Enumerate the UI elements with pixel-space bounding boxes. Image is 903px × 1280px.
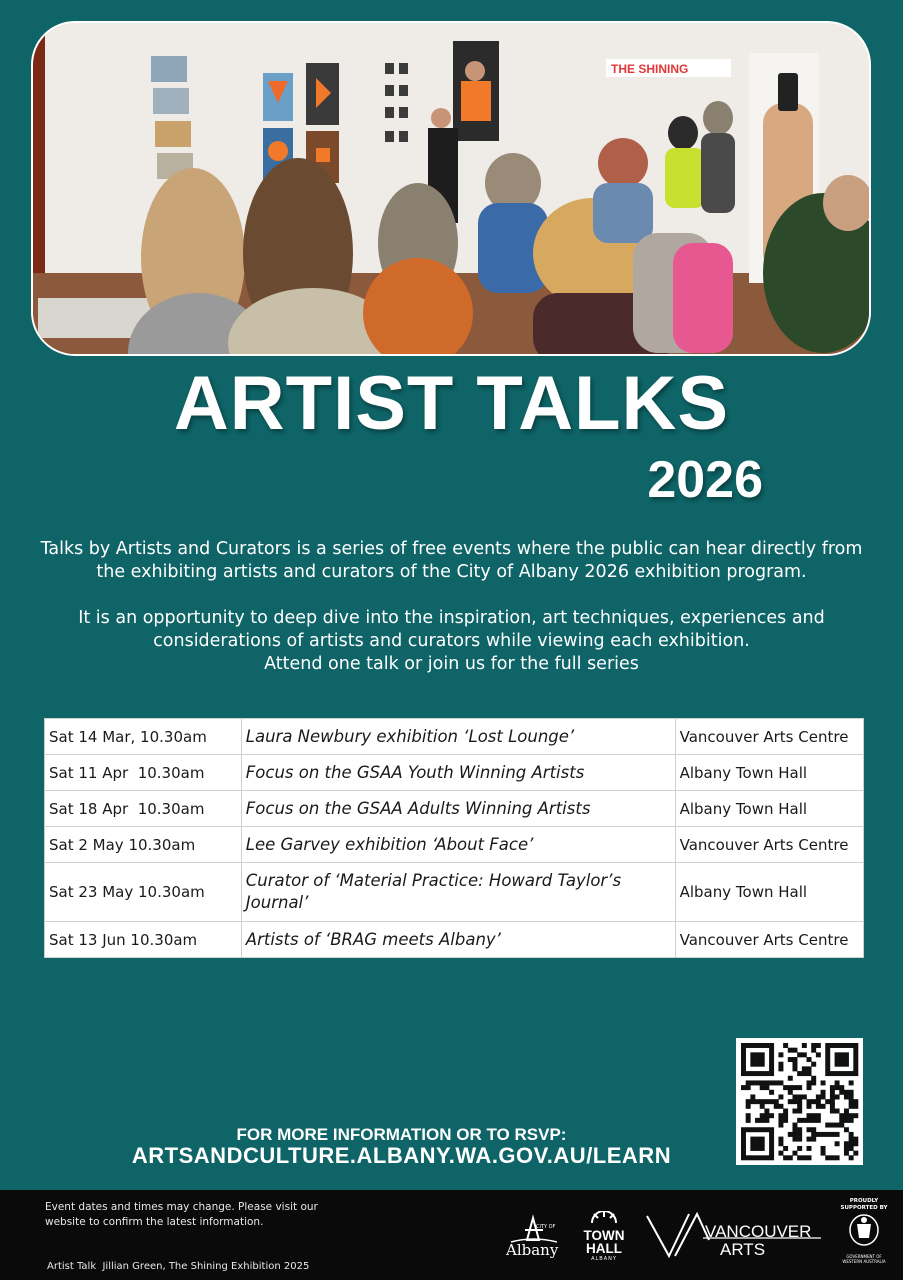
row-event: Focus on the GSAA Adults Winning Artists — [241, 791, 675, 827]
row-venue: Albany Town Hall — [675, 791, 863, 827]
table-row — [45, 863, 864, 922]
row-event: Lee Garvey exhibition ‘About Face’ — [241, 827, 675, 863]
townhall-logo-small: ALBANY — [591, 1256, 617, 1262]
gallery-photo-illustration — [33, 23, 869, 354]
intro-paragraph-2 — [30, 607, 873, 676]
table-row — [45, 827, 864, 863]
row-event: Curator of ‘Material Practice: Howard Taylor’s Journal’ — [241, 863, 675, 922]
row-venue: Vancouver Arts Centre — [675, 827, 863, 863]
table-row — [45, 922, 864, 958]
city-of-albany-logo — [503, 1210, 565, 1260]
year-label: 2026 — [647, 451, 763, 509]
government-wa-logo — [836, 1198, 892, 1274]
sunburst-icon — [589, 1211, 619, 1225]
row-date: Sat 14 Mar, 10.30am — [45, 719, 242, 755]
rsvp-prompt: FOR MORE INFORMATION OR TO RSVP: — [236, 1125, 567, 1144]
intro-paragraph-2-line-2: Attend one talk or join us for the full series — [264, 654, 639, 674]
row-venue: Vancouver Arts Centre — [675, 922, 863, 958]
table-row — [45, 755, 864, 791]
albany-crest-icon — [503, 1210, 565, 1244]
row-date: Sat 18 Apr 10.30am — [45, 791, 242, 827]
row-venue: Albany Town Hall — [675, 863, 863, 922]
row-date: Sat 11 Apr 10.30am — [45, 755, 242, 791]
table-row — [45, 791, 864, 827]
footer — [0, 1190, 903, 1280]
schedule-table — [44, 718, 864, 958]
row-venue: Albany Town Hall — [675, 755, 863, 791]
vancouver-logo-line1: VANCOUVER — [705, 1222, 812, 1241]
wa-crest-icon — [847, 1212, 881, 1248]
row-venue: Vancouver Arts Centre — [675, 719, 863, 755]
row-event: Focus on the GSAA Youth Winning Artists — [241, 755, 675, 791]
disclaimer-text: Event dates and times may change. Please visit our website to confirm the latest information. — [45, 1201, 318, 1228]
rsvp-url-link[interactable]: ARTSANDCULTURE.ALBANY.WA.GOV.AU/LEARN — [131, 1143, 672, 1168]
albany-logo-small: CITY OF — [536, 1224, 556, 1230]
town-hall-logo — [580, 1210, 628, 1260]
page-title: ARTIST TALKS — [173, 361, 730, 446]
gov-logo-bottom: GOVERNMENT OF WESTERN AUSTRALIA — [842, 1254, 886, 1264]
row-date: Sat 13 Jun 10.30am — [45, 922, 242, 958]
row-event: Artists of ‘BRAG meets Albany’ — [241, 922, 675, 958]
table-row — [45, 719, 864, 755]
hero-photo — [31, 21, 871, 356]
intro-paragraph-1: Talks by Artists and Curators is a series of free events where the public can hear directly from the exhibiting artists and curators of the City of Albany 2026 exhibition program. — [40, 539, 863, 582]
shining-sign-text: THE SHINING — [611, 62, 689, 76]
vancouver-arts-logo — [645, 1212, 825, 1260]
gov-logo-top: PROUDLY SUPPORTED BY — [840, 1198, 888, 1211]
intro-text — [30, 538, 873, 676]
row-event: Laura Newbury exhibition ‘Lost Lounge’ — [241, 719, 675, 755]
row-date: Sat 2 May 10.30am — [45, 827, 242, 863]
albany-logo-word: Albany — [506, 1241, 559, 1259]
row-date: Sat 23 May 10.30am — [45, 863, 242, 922]
townhall-logo-big: TOWN HALL — [583, 1228, 625, 1256]
photo-credit: Artist Talk Jillian Green, The Shining Exhibition 2025 — [47, 1261, 310, 1272]
vancouver-logo-line2: ARTS — [720, 1240, 766, 1259]
intro-paragraph-2-line-1: It is an opportunity to deep dive into the inspiration, art techniques, experiences and considerations of artists and curators while viewing each exhibition. — [78, 608, 825, 651]
